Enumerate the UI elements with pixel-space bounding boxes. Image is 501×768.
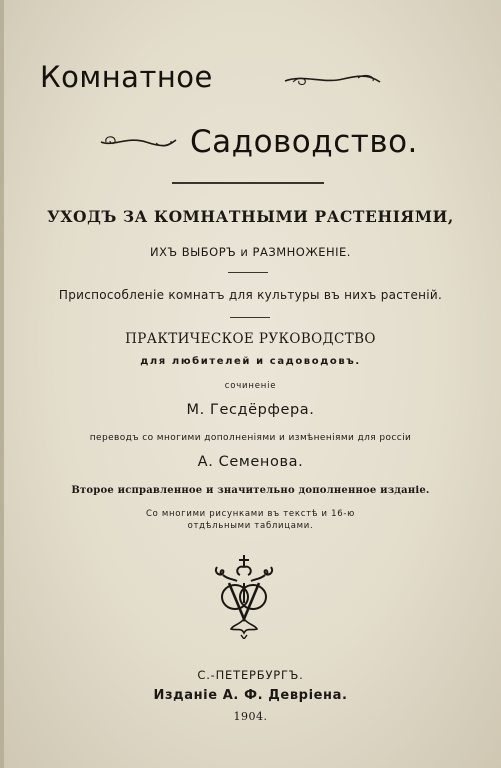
title-line-2: Садоводство. — [190, 124, 418, 160]
figures-note-line-2: отдѣльными таблицами. — [187, 521, 314, 531]
divider — [230, 317, 270, 318]
publisher-monogram-emblem-icon — [211, 553, 277, 639]
subtitle-line-1: УХОДЪ ЗА КОМНАТНЫМИ РАСТЕНІЯМИ, — [47, 207, 454, 226]
guide-line-2: для любителей и садоводовъ. — [140, 356, 361, 367]
title-line-1: Комнатное — [40, 60, 213, 94]
subtitle-line-3: Приспособленіе комнатъ для культуры въ нихъ растеній. — [58, 288, 443, 302]
imprint-year: 1904. — [233, 710, 268, 723]
imprint-city: С.-ПЕТЕРБУРГЪ. — [197, 668, 304, 682]
guide-line-1: ПРАКТИЧЕСКОЕ РУКОВОДСТВО — [125, 331, 376, 347]
subtitle-line-2: ИХЪ ВЫБОРЪ и РАЗМНОЖЕНІЕ. — [150, 245, 351, 259]
divider — [172, 182, 324, 184]
translator-name: А. Семенова. — [197, 454, 304, 470]
divider — [228, 272, 268, 273]
author-name: М. Гесдёрфера. — [186, 402, 315, 418]
edition-note: Второе исправленное и значительно дополненное изданіе. — [71, 485, 430, 496]
flourish-left-icon — [98, 132, 178, 152]
flourish-right-icon — [283, 70, 383, 90]
translation-note: переводъ со многими дополненіями и измѣненіями для россіи — [89, 433, 412, 443]
imprint-publisher: Изданіе А. Ф. Девріена. — [153, 688, 348, 703]
works-label: сочиненіе — [224, 381, 277, 391]
figures-note-line-1: Со многими рисунками въ текстѣ и 16-ю — [145, 509, 356, 519]
